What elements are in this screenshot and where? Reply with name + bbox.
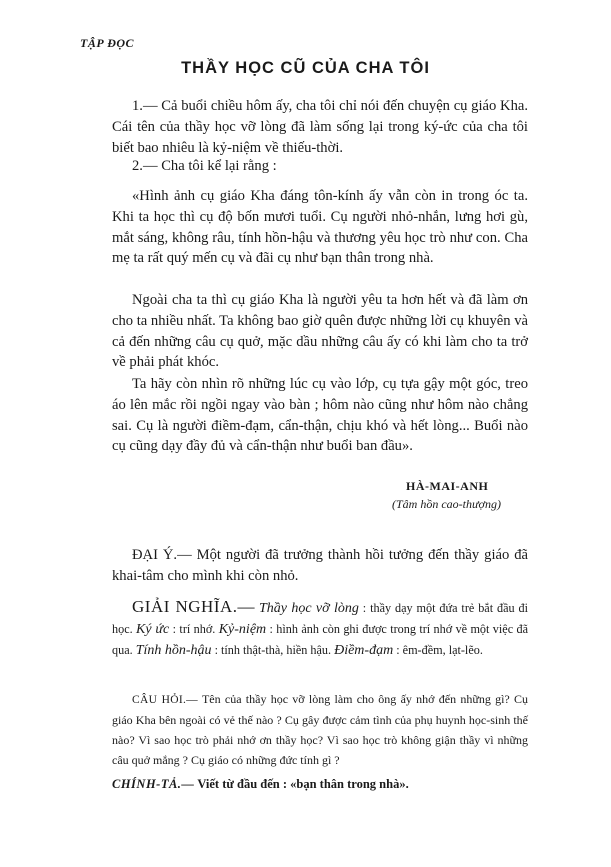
source-title: (Tâm hồn cao-thượng) [392,497,501,511]
paragraph-5 [112,374,528,457]
vocabulary-definition: : êm-đềm, lạt-lẽo. [393,643,483,657]
questions-section [112,689,528,770]
paragraph-4 [112,290,528,373]
paragraph-3 [112,186,528,269]
vocabulary-term: Tính hồn-hậu [135,643,212,658]
paragraph-2 [112,156,528,177]
vocabulary-term: Kỷ-niệm [218,622,267,637]
paragraph-1 [112,96,528,158]
vocabulary-heading: GIẢI NGHĨA.— [132,597,256,616]
vocabulary-term: Ký ức [136,622,170,637]
page-title: THẦY HỌC CŨ CỦA CHA TÔI [181,59,430,77]
dictation-heading: CHÍNH-TẢ.— [112,777,195,791]
main-idea-text: ĐẠI Ý.— Một người đã trưởng thành hồi tưởng đến thầy giáo đã khai-tâm cho mình khi còn nhỏ. [112,547,528,584]
paragraph-5-text: Ta hãy còn nhìn rõ những lúc cụ vào lớp, cụ tựa gậy một góc, treo áo lên mắc rồi ngồi ngay vào bàn ; hôm nào cũng như hôm nào chẳng sai. Cụ là người điềm-đạm, cẩn-thận, chịu khó và hết lòng... Buổi nào cụ cũng dạy đầy đủ và cẩn-thận như buổi ban đầu». [112,376,528,455]
vocabulary-definition: : hình ảnh còn ghi được trong trí nhớ về một việc đã qua. [112,622,528,657]
dictation-section [112,777,409,792]
paragraph-2-text: 2.— Cha tôi kể lại rằng : [132,158,277,174]
vocabulary-term: Thầy học vỡ lòng [258,601,359,616]
vocabulary-definition: : trí nhớ. [169,622,219,636]
main-idea [112,545,528,587]
section-label: TẬP ĐỌC [80,36,135,50]
vocabulary-definition: : thầy dạy một đứa trẻ bắt đầu đi học. [112,601,529,636]
paragraph-1-text: 1.— Cả buổi chiều hôm ấy, cha tôi chỉ nói đến chuyện cụ giáo Kha. Cái tên của thầy học vỡ lòng đã làm sống lại trong ký-ức của cha tôi biết bao nhiêu là kỷ-niệm về thiếu-thời. [112,98,528,156]
author-name: HÀ-MAI-ANH [406,479,489,493]
paragraph-4-text: Ngoài cha ta thì cụ giáo Kha là người yêu ta hơn hết và đã làm ơn cho ta nhiều nhất. Ta không bao giờ quên được những lời cụ khuyên và cả đến những câu cụ quở, mặc dầu những câu ấy có khi làm cho ta trở về phải phát khóc. [112,292,528,371]
vocabulary-term: Điềm-đạm [334,643,394,658]
questions-text: Tên của thầy học vỡ lòng làm cho ông ấy nhớ đến những gì? Cụ giáo Kha bên ngoài có vẻ thế nào ? Cụ gây được cảm tình của phụ huynh học-sinh thế nào? Vì sao học trò phải nhớ ơn thầy học? Vì sao học trò không giận thầy vì những câu quở mắng ? Cụ giáo có những đức tính gì ? [112,692,529,767]
vocabulary-definition: : tính thật-thà, hiền hậu. [211,643,335,657]
questions-heading: CÂU HỎI.— [132,694,198,706]
paragraph-3-text: «Hình ảnh cụ giáo Kha đáng tôn-kính ấy vẫn còn in trong óc ta. Khi ta học thì cụ độ bốn mươi tuổi. Cụ người nhỏ-nhắn, lưng hơi gù, mắt sáng, không râu, tính hồn-hậu và thương yêu học trò như con. Cha mẹ ta rất quý mến cụ và đãi cụ như bạn thân trong nhà. [112,188,528,267]
dictation-text: Viết từ đầu đến : «bạn thân trong nhà». [194,777,409,791]
vocabulary-section [112,597,528,661]
